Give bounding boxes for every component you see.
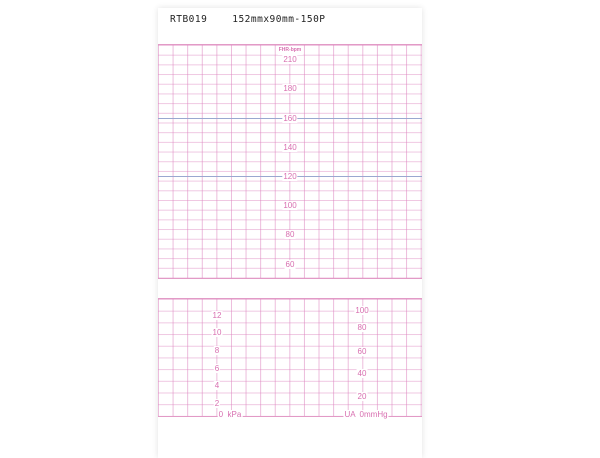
kpa-label: 4 (214, 381, 220, 390)
mmhg-label: 20 (357, 392, 367, 401)
fhr-label: 180 (283, 84, 297, 93)
toco-grid (158, 298, 422, 417)
fhr-label: 120 (283, 172, 297, 181)
fhr-grid (158, 44, 422, 279)
fhr-label: 160 (283, 114, 297, 123)
mmhg-label: 40 (357, 369, 367, 378)
paper-spec: 152mmx90mm-150P (232, 14, 326, 25)
kpa-label: 10 (212, 328, 222, 337)
kpa-label: 12 (212, 311, 222, 320)
fhr-label: 80 (285, 230, 295, 239)
mmhg-label: 80 (357, 323, 367, 332)
fhr-label: 140 (283, 143, 297, 152)
mmhg-label: 100 (355, 306, 369, 315)
kpa-zero-label: 0 kPa (218, 410, 242, 419)
mmhg-label: 60 (357, 347, 367, 356)
fhr-label: 100 (283, 201, 297, 210)
fhr-label: 210 (283, 55, 297, 64)
kpa-label: 2 (214, 399, 220, 408)
model-code: RTB019 (170, 14, 208, 25)
ctg-paper (158, 8, 422, 458)
fhr-unit-label: FHR-bpm (278, 47, 302, 53)
kpa-label: 8 (214, 346, 220, 355)
fhr-label: 60 (285, 260, 295, 269)
ua-zero-label: UA 0mmHg (344, 410, 388, 419)
kpa-label: 6 (214, 364, 220, 373)
paper-header (170, 14, 326, 25)
